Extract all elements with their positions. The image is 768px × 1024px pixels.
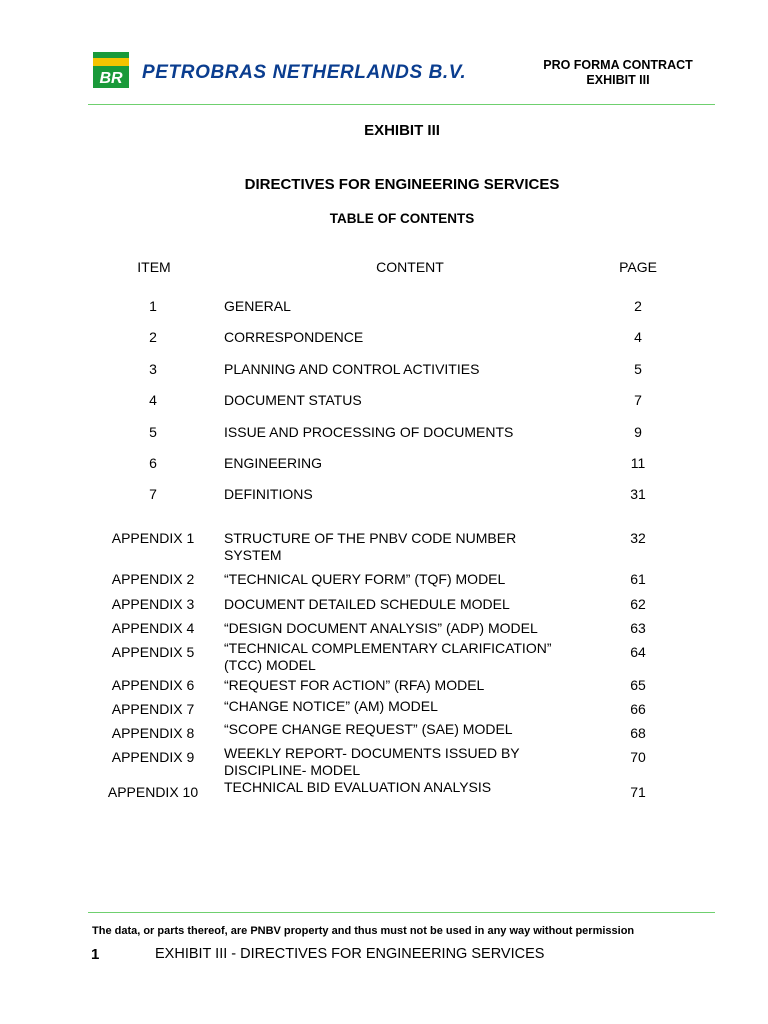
toc-content-line-2: SYSTEM (224, 547, 282, 563)
column-header-item: ITEM (137, 259, 171, 275)
toc-page: 5 (634, 361, 642, 377)
toc-item: APPENDIX 1 (111, 530, 195, 546)
toc-item: 7 (149, 486, 157, 502)
toc-content (224, 640, 604, 674)
toc-page: 71 (630, 784, 646, 800)
toc-item: APPENDIX 6 (111, 677, 195, 693)
toc-content: “REQUEST FOR ACTION” (RFA) MODEL (224, 677, 485, 693)
logo-yellow-band (93, 58, 129, 66)
toc-content: ISSUE AND PROCESSING OF DOCUMENTS (224, 424, 514, 440)
toc-item: APPENDIX 3 (111, 596, 195, 612)
toc-item: APPENDIX 9 (111, 749, 195, 765)
toc-page: 62 (630, 596, 646, 612)
toc-item: 5 (149, 424, 157, 440)
toc-page: 66 (630, 701, 646, 717)
toc-item: 1 (149, 298, 157, 314)
toc-content: CORRESPONDENCE (224, 329, 364, 345)
toc-content: “CHANGE NOTICE” (AM) MODEL (224, 698, 438, 714)
page-number: 1 (91, 946, 100, 963)
toc-page: 70 (630, 749, 646, 765)
toc-content-line-2: (TCC) MODEL (224, 657, 316, 673)
footer-divider (88, 912, 715, 913)
toc-page: 11 (630, 455, 646, 471)
toc-content: PLANNING AND CONTROL ACTIVITIES (224, 361, 480, 377)
footer-title: EXHIBIT III - DIRECTIVES FOR ENGINEERING SERVICES (155, 946, 545, 962)
toc-content-line-1: STRUCTURE OF THE PNBV CODE NUMBER (224, 530, 517, 546)
toc-content: TECHNICAL BID EVALUATION ANALYSIS (224, 779, 492, 795)
toc-content: DOCUMENT STATUS (224, 392, 362, 408)
toc-page: 7 (634, 392, 642, 408)
toc-content: DOCUMENT DETAILED SCHEDULE MODEL (224, 596, 510, 612)
toc-page: 4 (634, 329, 642, 345)
toc-content: GENERAL (224, 298, 291, 314)
toc-page: 32 (630, 530, 646, 546)
toc-page: 9 (634, 424, 642, 440)
toc-content: ENGINEERING (224, 455, 323, 471)
header-line-1: PRO FORMA CONTRACT (543, 58, 693, 72)
petrobras-logo (93, 52, 129, 88)
toc-page: 63 (630, 620, 646, 636)
toc-item: APPENDIX 4 (111, 620, 195, 636)
toc-title: TABLE OF CONTENTS (329, 211, 475, 226)
toc-item: APPENDIX 5 (111, 644, 195, 660)
toc-content: “TECHNICAL QUERY FORM” (TQF) MODEL (224, 571, 506, 587)
toc-item: 4 (149, 392, 157, 408)
directives-title: DIRECTIVES FOR ENGINEERING SERVICES (244, 176, 560, 193)
toc-content: “SCOPE CHANGE REQUEST” (SAE) MODEL (224, 721, 513, 737)
toc-page: 68 (630, 725, 646, 741)
column-header-content: CONTENT (376, 259, 444, 275)
toc-item: APPENDIX 8 (111, 725, 195, 741)
header-divider (88, 104, 715, 105)
toc-item: 2 (149, 329, 157, 345)
exhibit-title: EXHIBIT III (364, 122, 440, 139)
toc-content-line-1: WEEKLY REPORT- DOCUMENTS ISSUED BY (224, 745, 520, 761)
toc-item: APPENDIX 10 (107, 784, 199, 800)
toc-page: 31 (630, 486, 646, 502)
company-name: PETROBRAS NETHERLANDS B.V. (142, 62, 467, 83)
toc-item: APPENDIX 7 (111, 701, 195, 717)
property-disclaimer: The data, or parts thereof, are PNBV property and thus must not be used in any way without permission (92, 925, 635, 937)
toc-page: 65 (630, 677, 646, 693)
toc-content: “DESIGN DOCUMENT ANALYSIS” (ADP) MODEL (224, 620, 538, 636)
toc-item: 6 (149, 455, 157, 471)
toc-item: 3 (149, 361, 157, 377)
header-line-2: EXHIBIT III (586, 73, 650, 87)
column-header-page: PAGE (619, 259, 657, 275)
toc-content (224, 745, 604, 779)
toc-content (224, 530, 604, 564)
header-contract-label (528, 58, 708, 88)
toc-content: DEFINITIONS (224, 486, 313, 502)
logo-text: BR (99, 70, 123, 87)
toc-content-line-2: DISCIPLINE- MODEL (224, 762, 361, 778)
toc-page: 2 (634, 298, 642, 314)
toc-item: APPENDIX 2 (111, 571, 195, 587)
toc-content-line-1: “TECHNICAL COMPLEMENTARY CLARIFICATION” (224, 640, 552, 656)
toc-page: 64 (630, 644, 646, 660)
toc-page: 61 (630, 571, 646, 587)
